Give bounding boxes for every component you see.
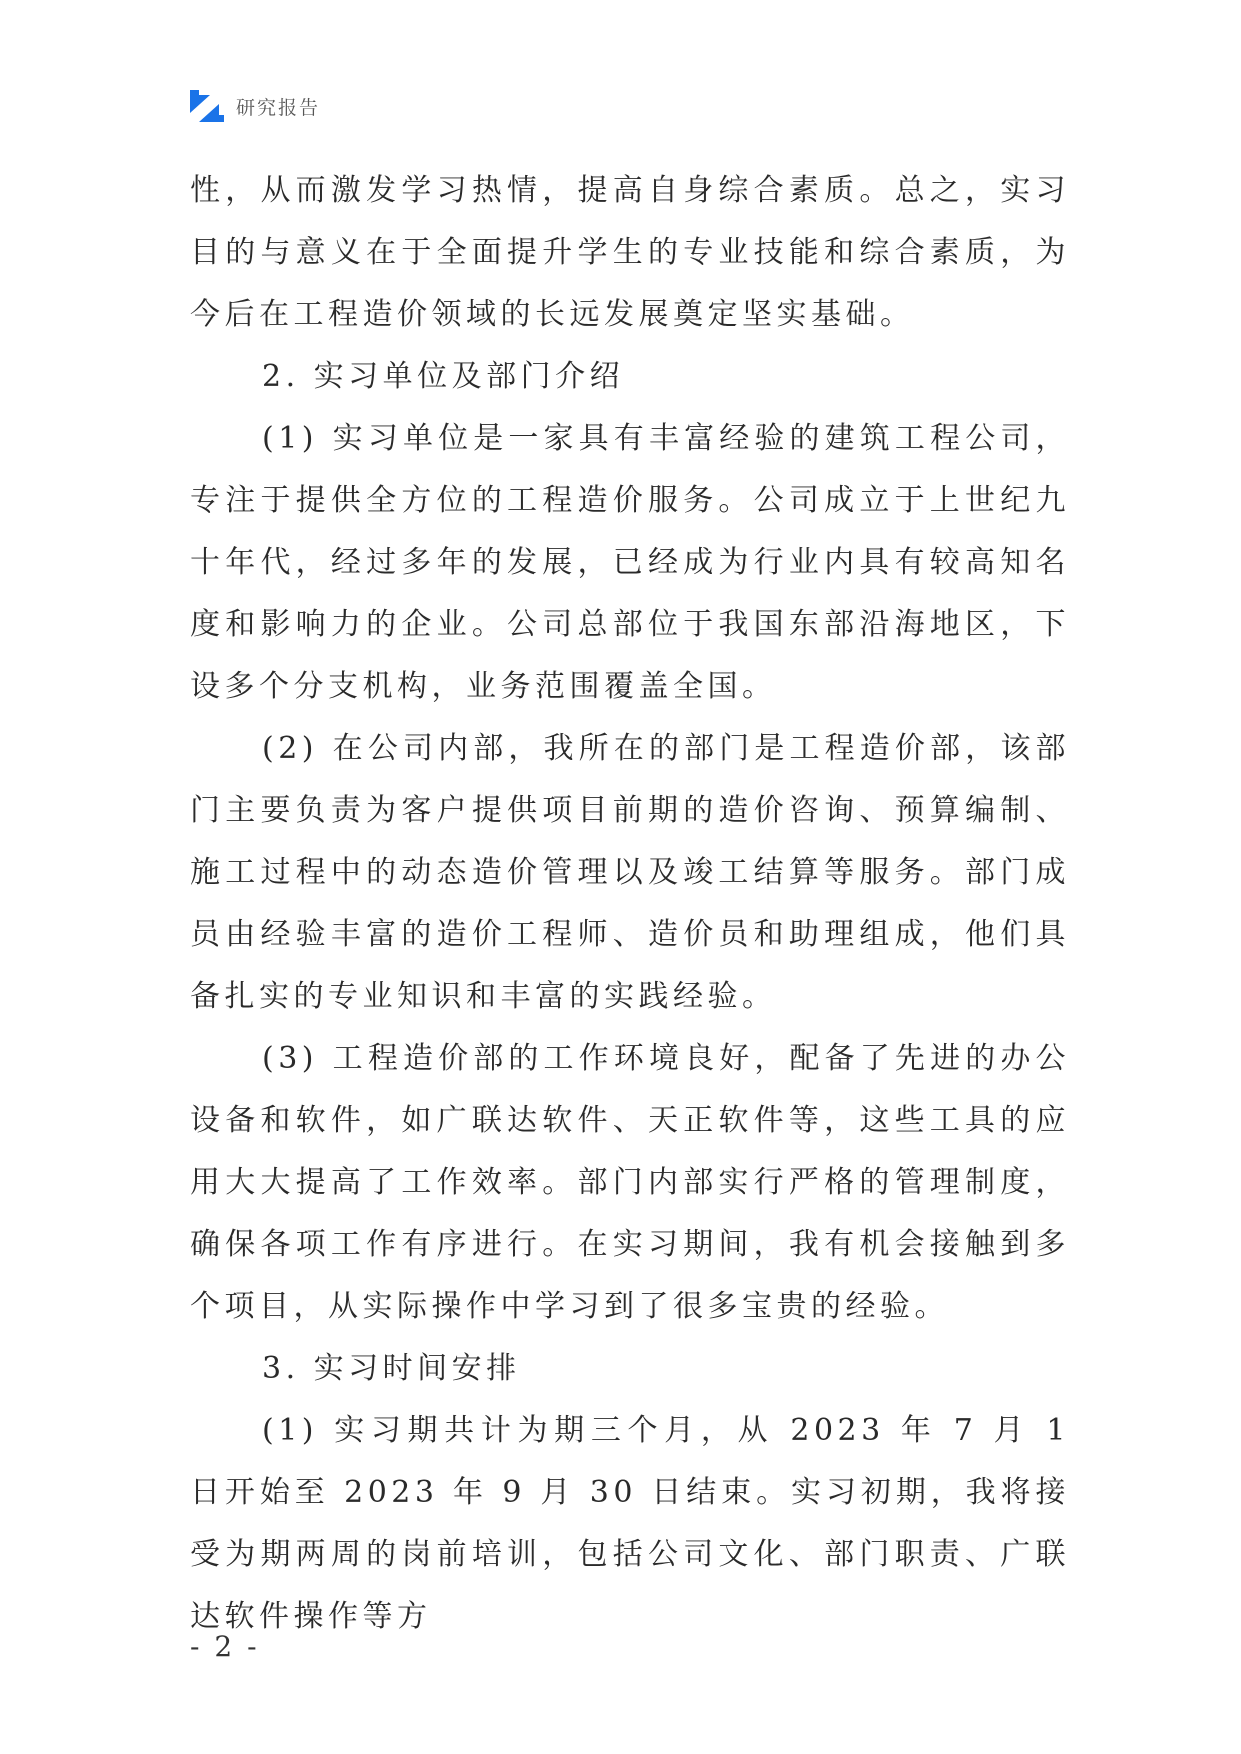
body-paragraph: 性，从而激发学习热情，提高自身综合素质。总之，实习目的与意义在于全面提升学生的专业技能和综合素质，为今后在工程造价领域的长远发展奠定坚实基础。 xyxy=(190,173,1070,332)
body-paragraph: (3) 工程造价部的工作环境良好，配备了先进的办公设备和软件，如广联达软件、天正软件等，这些工具的应用大大提高了工作效率。部门内部实行严格的管理制度，确保各项工作有序进行。在实习期间，我有机会接触到多个项目，从实际操作中学习到了很多宝贵的经验。 xyxy=(190,1041,1070,1324)
document-header xyxy=(190,90,320,122)
section-heading: 3. 实习时间安排 xyxy=(262,1351,521,1386)
body-paragraph: (1) 实习期共计为期三个月，从 2023 年 7 月 1 日开始至 2023 年 9 月 30 日结束。实习初期，我将接受为期两周的岗前培训，包括公司文化、部门职责、广联达软件操作等方 xyxy=(190,1413,1070,1634)
page-number: - 2 - xyxy=(190,1630,260,1663)
document-body xyxy=(190,160,1070,1648)
body-paragraph: (2) 在公司内部，我所在的部门是工程造价部，该部门主要负责为客户提供项目前期的造价咨询、预算编制、施工过程中的动态造价管理以及竣工结算等服务。部门成员由经验丰富的造价工程师、造价员和助理组成，他们具备扎实的专业知识和丰富的实践经验。 xyxy=(190,731,1070,1014)
body-paragraph: (1) 实习单位是一家具有丰富经验的建筑工程公司，专注于提供全方位的工程造价服务。公司成立于上世纪九十年代，经过多年的发展，已经成为行业内具有较高知名度和影响力的企业。公司总部位于我国东部沿海地区，下设多个分支机构，业务范围覆盖全国。 xyxy=(190,421,1070,704)
section-heading: 2. 实习单位及部门介绍 xyxy=(262,359,625,394)
arrow-up-right-logo-icon xyxy=(190,90,224,122)
header-title: 研究报告 xyxy=(236,96,321,119)
